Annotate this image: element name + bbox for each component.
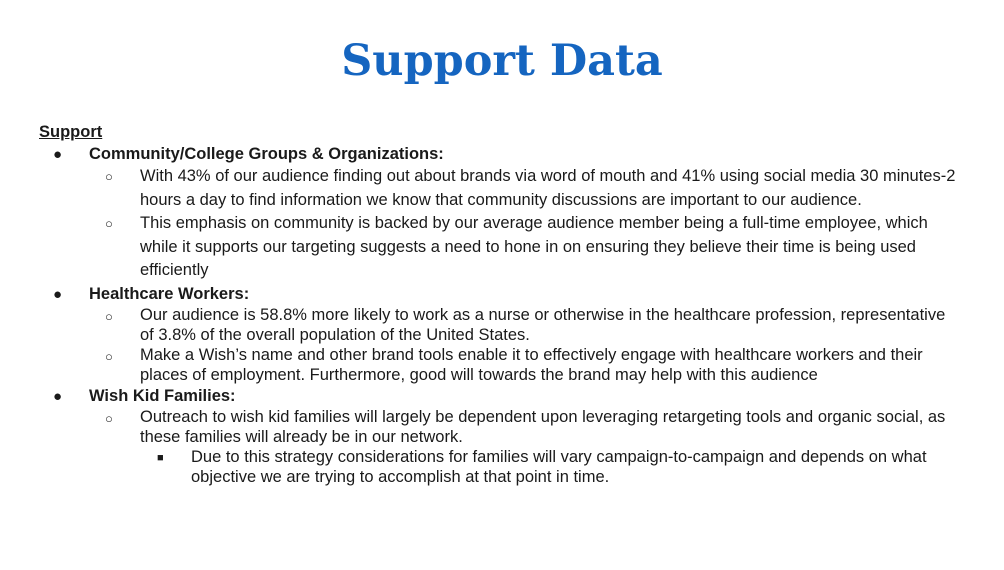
group-label: Healthcare Workers:: [89, 284, 250, 303]
point-text: This emphasis on community is backed by our average audience member being a full-time employee, which while it supports our targeting suggests a need to hone in on ensuring they believe their time is being used efficiently: [140, 214, 928, 279]
sub-list-item: [89, 212, 959, 283]
sub-list-item: [89, 345, 959, 385]
section-heading: Support: [39, 123, 103, 141]
bullet-disc-icon: ●: [53, 146, 63, 163]
bullet-circle-icon: ○: [105, 169, 113, 184]
sub-list: [89, 165, 959, 283]
support-list: [39, 143, 959, 487]
bullet-square-icon: ■: [157, 451, 164, 464]
bullet-disc-icon: ●: [53, 387, 63, 405]
point-text: Outreach to wish kid families will largely be dependent upon leveraging retargeting tools and organic social, as these families will already be in our network.: [140, 407, 946, 446]
sub-list-item: [89, 407, 959, 487]
bullet-circle-icon: ○: [105, 308, 113, 324]
bullet-circle-icon: ○: [105, 216, 113, 231]
list-item-community: [39, 143, 959, 283]
list-item-healthcare: [39, 283, 959, 385]
slide-title: Support Data: [341, 36, 663, 86]
sub-list-item: [89, 165, 959, 212]
point-text: Make a Wish’s name and other brand tools enable it to effectively engage with healthcare workers and their places of employment. Furthermore, good will towards the brand may help with this audience: [140, 345, 923, 384]
bullet-circle-icon: ○: [105, 410, 113, 426]
nested-sub-list-item: [140, 447, 959, 487]
list-item-wish-kid-families: [39, 385, 959, 487]
nested-sub-list: [140, 447, 959, 487]
group-label: Community/College Groups & Organizations:: [89, 145, 444, 163]
point-text: With 43% of our audience finding out about brands via word of mouth and 41% using social media 30 minutes-2 hours a day to find information we know that community discussions are important to our audience.: [140, 167, 956, 209]
point-text: Our audience is 58.8% more likely to work as a nurse or otherwise in the healthcare profession, representative of 3.8% of the overall population of the United States.: [140, 305, 946, 344]
bullet-disc-icon: ●: [53, 285, 63, 303]
subpoint-text: Due to this strategy considerations for families will vary campaign-to-campaign and depends on what objective we are trying to accomplish at that point in time.: [191, 447, 927, 486]
sub-list-item: [89, 305, 959, 345]
slide-content: [39, 121, 959, 487]
sub-list: [89, 407, 959, 487]
bullet-circle-icon: ○: [105, 348, 113, 364]
sub-list: [89, 305, 959, 385]
group-label: Wish Kid Families:: [89, 386, 236, 405]
